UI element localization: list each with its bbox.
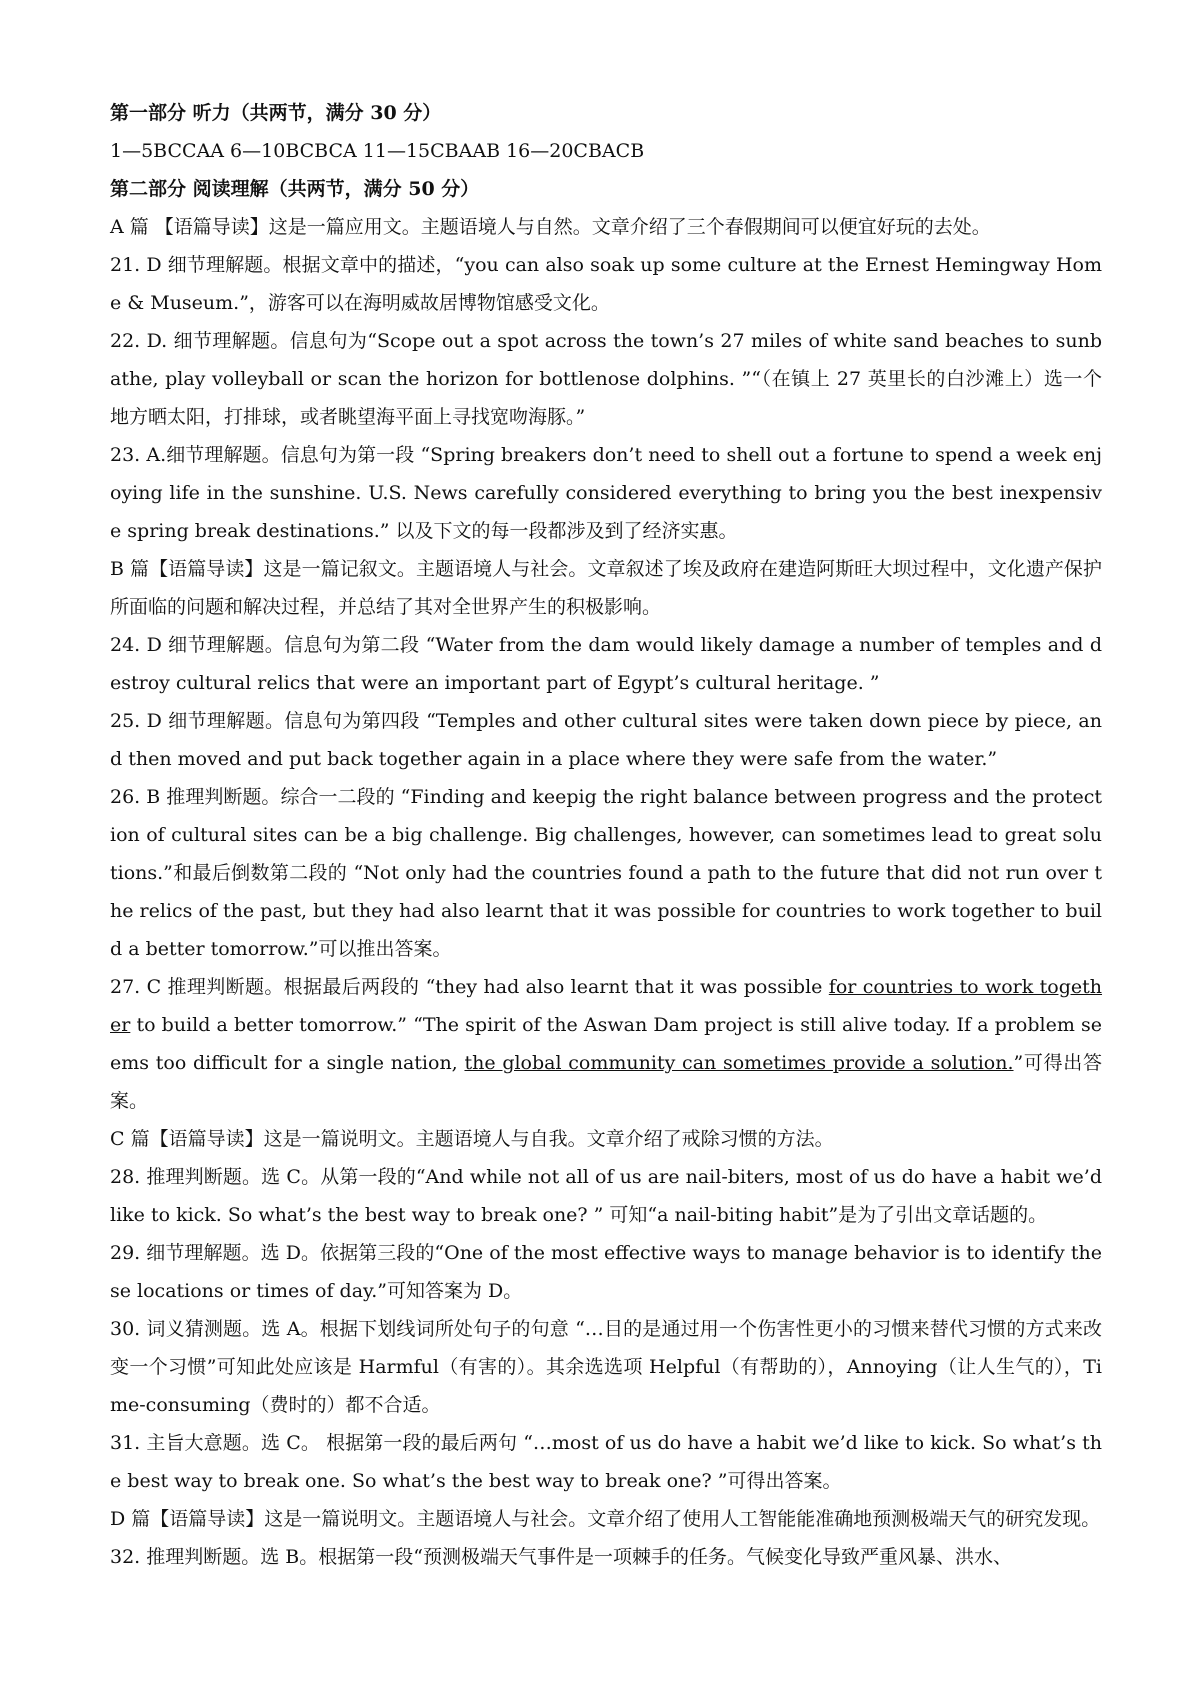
question-27: [110, 968, 1102, 1120]
question-32: 32. 推理判断题。选 B。根据第一段“预测极端天气事件是一项棘手的任务。气候变化导致严重风暴、洪水、: [110, 1546, 1012, 1568]
passage-a-intro: A 篇 【语篇导读】这是一篇应用文。主题语境人与自然。文章介绍了三个春假期间可以便宜好玩的去处。: [110, 216, 991, 238]
listening-answers: 1—5BCCAA 6—10BCBCA 11—15CBAAB 16—20CBACB: [110, 140, 645, 162]
question-25: 25. D 细节理解题。信息句为第四段 “Temples and other cultural sites were taken down piece by piece, and then moved and put back together again in a place where they were safe from the water.”: [110, 710, 1102, 770]
question-21: 21. D 细节理解题。根据文章中的描述，“you can also soak up some culture at the Ernest Hemingway Home & Museum.”，游客可以在海明威故居博物馆感受文化。: [110, 254, 1102, 314]
question-27-underline-1: for countries to work together: [110, 976, 1103, 1036]
question-30: 30. 词义猜测题。选 A。根据下划线词所处句子的句意 “…目的是通过用一个伤害性更小的习惯来替代习惯的方式来改变一个习惯”可知此处应该是 Harmful（有害的）。其余选选项 Helpful（有帮助的），Annoying（让人生气的），Time-consuming（费时的）都不合适。: [110, 1318, 1102, 1416]
question-22: 22. D. 细节理解题。信息句为“Scope out a spot across the town’s 27 miles of white sand beaches to sunbathe, play volleyball or scan the horizon for bottlenose dolphins. ”“（在镇上 27 英里长的白沙滩上）选一个地方晒太阳，打排球，或者眺望海平面上寻找宽吻海豚。”: [110, 330, 1102, 428]
passage-b-intro: B 篇【语篇导读】这是一篇记叙文。主题语境人与社会。文章叙述了埃及政府在建造阿斯旺大坝过程中，文化遗产保护所面临的问题和解决过程，并总结了其对全世界产生的积极影响。: [110, 558, 1102, 618]
question-27-text-b: to build a better tomorrow.” “The spirit of the Aswan Dam project is still alive today. If a problem seems too difficult for a single nation,: [110, 1014, 1102, 1074]
passage-d-intro: D 篇【语篇导读】这是一篇说明文。主题语境人与社会。文章介绍了使用人工智能能准确地预测极端天气的研究发现。: [110, 1508, 1101, 1530]
passage-c-intro: C 篇【语篇导读】这是一篇说明文。主题语境人与自我。文章介绍了戒除习惯的方法。: [110, 1128, 834, 1150]
question-28: 28. 推理判断题。选 C。从第一段的“And while not all of us are nail-biters, most of us do have a habit we’d like to kick. So what’s the best way to break one? ” 可知“a nail-biting habit”是为了引出文章话题的。: [110, 1166, 1102, 1226]
listening-section-title: 第一部分 听力（共两节，满分 30 分）: [110, 102, 442, 124]
reading-section-title: 第二部分 阅读理解（共两节，满分 50 分）: [110, 178, 480, 200]
question-26: 26. B 推理判断题。综合一二段的 “Finding and keepig the right balance between progress and the protection of cultural sites can be a big challenge. Big challenges, however, can sometimes lead to great solutions.”和最后倒数第二段的 “Not only had the countries found a path to the future that did not run over the relics of the past, but they had also learnt that it was possible for countries to work together to build a better tomorrow.”可以推出答案。: [110, 786, 1102, 960]
question-27-text-a: 27. C 推理判断题。根据最后两段的 “they had also learnt that it was possible: [110, 976, 829, 998]
question-24: 24. D 细节理解题。信息句为第二段 “Water from the dam would likely damage a number of temples and destroy cultural relics that were an important part of Egypt’s cultural heritage. ”: [110, 634, 1102, 694]
question-31: 31. 主旨大意题。选 C。 根据第一段的最后两句 “…most of us do have a habit we’d like to kick. So what’s the best way to break one. So what’s the best way to break one? ”可得出答案。: [110, 1432, 1102, 1492]
question-23: 23. A.细节理解题。信息句为第一段 “Spring breakers don’t need to shell out a fortune to spend a week enjoying life in the sunshine. U.S. News carefully considered everything to bring you the best inexpensive spring break destinations.” 以及下文的每一段都涉及到了经济实惠。: [110, 444, 1102, 542]
question-29: 29. 细节理解题。选 D。依据第三段的“One of the most effective ways to manage behavior is to identify these locations or times of day.”可知答案为 D。: [110, 1242, 1102, 1302]
question-27-text-c: ”可得出答案。: [110, 1052, 1102, 1112]
question-27-underline-2: the global community can sometimes provide a solution.: [464, 1052, 1014, 1074]
